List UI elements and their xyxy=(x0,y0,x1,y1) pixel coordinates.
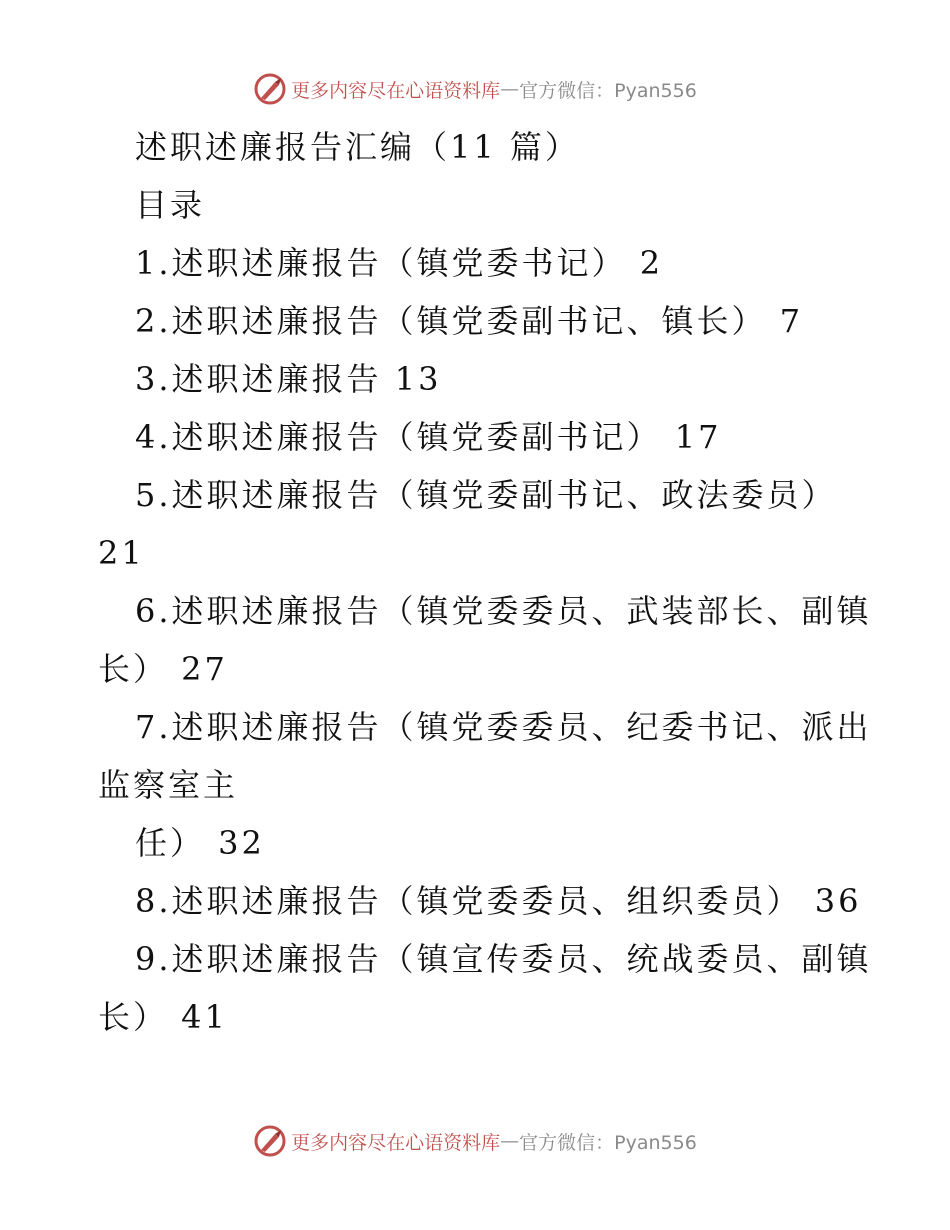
toc-line: 2.述职述廉报告（镇党委副书记、镇长） 7 xyxy=(135,302,804,340)
watermark-footer xyxy=(0,1124,950,1158)
pen-logo-icon xyxy=(253,1124,287,1158)
toc-line: 9.述职述廉报告（镇宣传委员、统战委员、副镇 xyxy=(135,940,872,978)
toc-line-continuation: 长） 27 xyxy=(98,650,228,688)
toc-line: 5.述职述廉报告（镇党委副书记、政法委员） xyxy=(135,476,837,514)
watermark-contact: 官方微信：Pyan556 xyxy=(519,79,697,102)
toc-line-continuation: 21 xyxy=(98,534,145,572)
toc-line-continuation: 长） 41 xyxy=(98,998,228,1036)
pen-logo-icon xyxy=(253,72,287,106)
toc-heading: 目录 xyxy=(135,186,206,224)
toc-line: 6.述职述廉报告（镇党委委员、武装部长、副镇 xyxy=(135,592,872,630)
toc-line: 1.述职述廉报告（镇党委书记） 2 xyxy=(135,244,664,282)
toc-line: 4.述职述廉报告（镇党委副书记） 17 xyxy=(135,418,722,456)
watermark-separator: — xyxy=(500,78,520,100)
watermark-contact: 官方微信：Pyan556 xyxy=(519,1131,697,1154)
watermark-separator: — xyxy=(500,1130,520,1152)
toc-line-continuation: 任） 32 xyxy=(135,824,265,862)
watermark-brand: 更多内容尽在心语资料库 xyxy=(291,1131,501,1154)
watermark-brand: 更多内容尽在心语资料库 xyxy=(291,79,501,102)
toc-line: 8.述职述廉报告（镇党委委员、组织委员） 36 xyxy=(135,882,862,920)
toc-line: 7.述职述廉报告（镇党委委员、纪委书记、派出 xyxy=(135,708,872,746)
document-title: 述职述廉报告汇编（11 篇） xyxy=(135,128,580,166)
toc-line-continuation: 监察室主 xyxy=(98,766,239,804)
watermark-header xyxy=(0,72,950,106)
toc-line: 3.述职述廉报告 13 xyxy=(135,360,442,398)
